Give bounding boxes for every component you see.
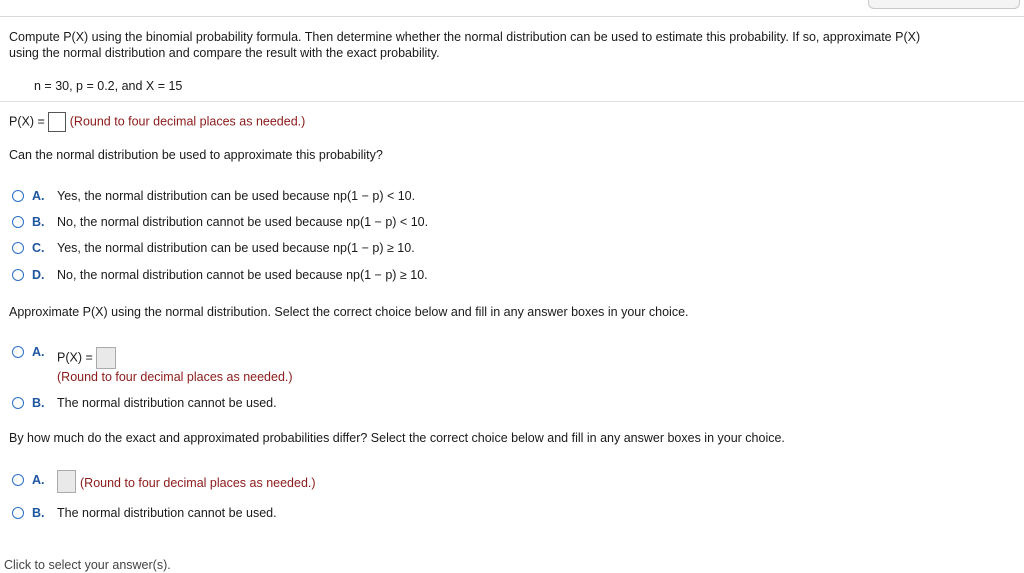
q2-option-c-text[interactable]: Yes, the normal distribution can be used because np(1 − p) ≥ 10. [57, 241, 415, 255]
q2-option-d-radio[interactable] [12, 269, 24, 281]
q2-option-c-radio[interactable] [12, 242, 24, 254]
q4-round-note: (Round to four decimal places as needed.) [80, 476, 316, 490]
q2-option-d-letter: D. [32, 268, 45, 282]
q4-question: By how much do the exact and approximated probabilities differ? Select the correct choice below and fill in any answer boxes in your choice. [9, 431, 785, 445]
problem-params: n = 30, p = 0.2, and X = 15 [34, 79, 183, 93]
q3-option-b-letter: B. [32, 396, 45, 410]
q3-answer-input[interactable] [96, 347, 116, 369]
q3-option-a-row [57, 347, 116, 369]
q2-option-d-text[interactable]: No, the normal distribution cannot be used because np(1 − p) ≥ 10. [57, 268, 428, 282]
q3-option-a-radio[interactable] [12, 346, 24, 358]
q3-option-b-text[interactable]: The normal distribution cannot be used. [57, 396, 277, 410]
q1-row [9, 112, 305, 132]
q2-option-a-letter: A. [32, 189, 45, 203]
section-divider [0, 101, 1024, 102]
q3-round-note: (Round to four decimal places as needed.) [57, 370, 293, 384]
top-divider [0, 16, 1024, 17]
q4-option-b-text[interactable]: The normal distribution cannot be used. [57, 506, 277, 520]
q2-option-b-letter: B. [32, 215, 45, 229]
q1-round-note: (Round to four decimal places as needed.) [69, 114, 306, 129]
q1-prefix: P(X) = [9, 114, 45, 129]
q2-option-b-radio[interactable] [12, 216, 24, 228]
problem-line-2: using the normal distribution and compare the result with the exact probability. [9, 46, 440, 60]
q2-option-a-text[interactable]: Yes, the normal distribution can be used because np(1 − p) < 10. [57, 189, 416, 203]
q2-question: Can the normal distribution be used to approximate this probability? [9, 148, 383, 162]
q4-answer-input[interactable] [57, 470, 76, 493]
q2-option-b-text[interactable]: No, the normal distribution cannot be used because np(1 − p) < 10. [57, 215, 429, 229]
q3-question: Approximate P(X) using the normal distribution. Select the correct choice below and fill in any answer boxes in your choice. [9, 305, 689, 319]
q2-option-c-letter: C. [32, 241, 45, 255]
q3-option-b-radio[interactable] [12, 397, 24, 409]
q4-option-a-radio[interactable] [12, 474, 24, 486]
q4-option-a-letter: A. [32, 473, 45, 487]
q3-option-a-letter: A. [32, 345, 45, 359]
q4-option-b-radio[interactable] [12, 507, 24, 519]
problem-line-1: Compute P(X) using the binomial probability formula. Then determine whether the normal distribution can be used to estimate this probability. If so, approximate P(X) [9, 30, 921, 44]
q2-option-a-radio[interactable] [12, 190, 24, 202]
q4-option-b-letter: B. [32, 506, 45, 520]
q1-answer-input[interactable] [48, 112, 66, 132]
footer-instruction: Click to select your answer(s). [4, 558, 171, 572]
q3-option-a-prefix: P(X) = [57, 350, 93, 365]
question-help-button[interactable] [868, 0, 1020, 9]
